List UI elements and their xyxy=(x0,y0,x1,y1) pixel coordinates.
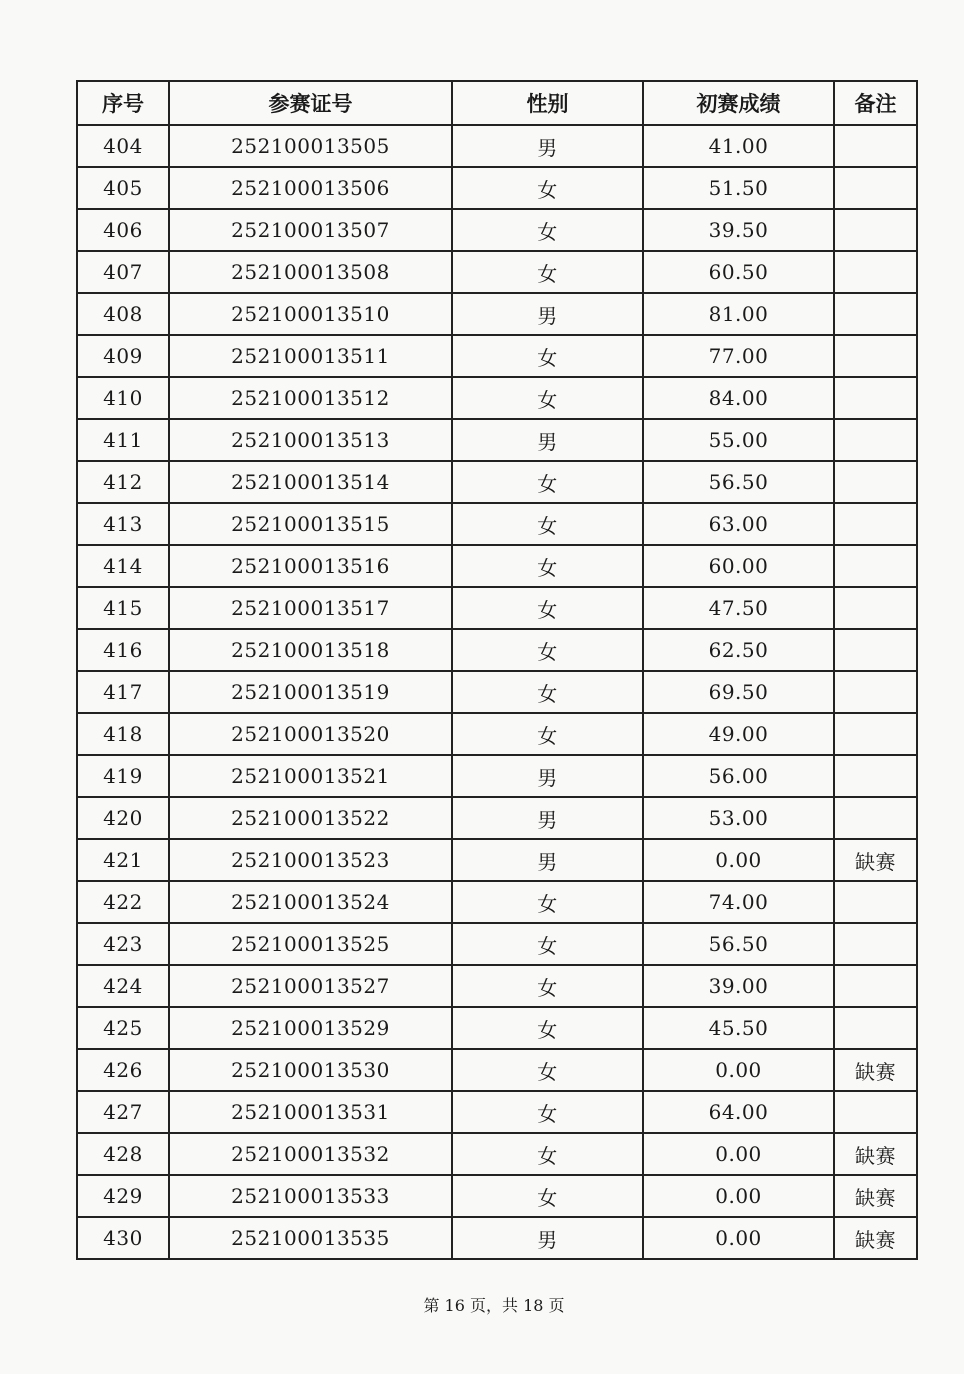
table-row xyxy=(77,965,917,1007)
cell-index: 421 xyxy=(77,839,169,881)
table-header-row xyxy=(77,81,917,125)
cell-gender: 女 xyxy=(452,1049,643,1091)
cell-remarks: 缺赛 xyxy=(834,1049,917,1091)
cell-score: 64.00 xyxy=(643,1091,834,1133)
cell-gender: 女 xyxy=(452,629,643,671)
cell-remarks xyxy=(834,251,917,293)
cell-entry-number: 252100013532 xyxy=(169,1133,452,1175)
cell-remarks xyxy=(834,713,917,755)
cell-gender: 男 xyxy=(452,755,643,797)
cell-score: 69.50 xyxy=(643,671,834,713)
cell-remarks xyxy=(834,1091,917,1133)
cell-index: 420 xyxy=(77,797,169,839)
cell-entry-number: 252100013531 xyxy=(169,1091,452,1133)
cell-score: 0.00 xyxy=(643,1133,834,1175)
cell-gender: 女 xyxy=(452,587,643,629)
header-remarks: 备注 xyxy=(834,81,917,125)
cell-gender: 女 xyxy=(452,461,643,503)
cell-entry-number: 252100013510 xyxy=(169,293,452,335)
cell-remarks xyxy=(834,167,917,209)
cell-remarks xyxy=(834,293,917,335)
results-table-container xyxy=(76,80,916,1260)
cell-index: 426 xyxy=(77,1049,169,1091)
cell-remarks xyxy=(834,587,917,629)
cell-score: 60.50 xyxy=(643,251,834,293)
cell-index: 419 xyxy=(77,755,169,797)
cell-index: 406 xyxy=(77,209,169,251)
cell-entry-number: 252100013514 xyxy=(169,461,452,503)
table-row xyxy=(77,503,917,545)
cell-remarks xyxy=(834,629,917,671)
cell-remarks xyxy=(834,419,917,461)
cell-remarks: 缺赛 xyxy=(834,1217,917,1259)
cell-index: 413 xyxy=(77,503,169,545)
cell-gender: 男 xyxy=(452,797,643,839)
cell-score: 0.00 xyxy=(643,1217,834,1259)
table-row xyxy=(77,461,917,503)
cell-index: 404 xyxy=(77,125,169,167)
cell-score: 39.50 xyxy=(643,209,834,251)
cell-score: 0.00 xyxy=(643,839,834,881)
cell-index: 429 xyxy=(77,1175,169,1217)
cell-index: 422 xyxy=(77,881,169,923)
cell-score: 56.50 xyxy=(643,923,834,965)
cell-index: 412 xyxy=(77,461,169,503)
cell-score: 81.00 xyxy=(643,293,834,335)
cell-index: 407 xyxy=(77,251,169,293)
cell-remarks xyxy=(834,545,917,587)
cell-entry-number: 252100013513 xyxy=(169,419,452,461)
cell-remarks xyxy=(834,125,917,167)
cell-index: 411 xyxy=(77,419,169,461)
cell-remarks xyxy=(834,503,917,545)
cell-gender: 女 xyxy=(452,1091,643,1133)
cell-gender: 男 xyxy=(452,419,643,461)
cell-entry-number: 252100013519 xyxy=(169,671,452,713)
cell-gender: 女 xyxy=(452,881,643,923)
cell-entry-number: 252100013505 xyxy=(169,125,452,167)
cell-gender: 女 xyxy=(452,713,643,755)
cell-entry-number: 252100013511 xyxy=(169,335,452,377)
table-row xyxy=(77,209,917,251)
cell-remarks xyxy=(834,965,917,1007)
cell-gender: 女 xyxy=(452,377,643,419)
cell-entry-number: 252100013524 xyxy=(169,881,452,923)
cell-gender: 女 xyxy=(452,1175,643,1217)
table-row xyxy=(77,1049,917,1091)
cell-entry-number: 252100013523 xyxy=(169,839,452,881)
table-row xyxy=(77,293,917,335)
cell-score: 60.00 xyxy=(643,545,834,587)
table-row xyxy=(77,1217,917,1259)
table-row xyxy=(77,671,917,713)
cell-score: 74.00 xyxy=(643,881,834,923)
cell-score: 56.00 xyxy=(643,755,834,797)
cell-entry-number: 252100013527 xyxy=(169,965,452,1007)
cell-remarks xyxy=(834,209,917,251)
table-row xyxy=(77,881,917,923)
cell-score: 39.00 xyxy=(643,965,834,1007)
header-preliminary-score: 初赛成绩 xyxy=(643,81,834,125)
cell-index: 430 xyxy=(77,1217,169,1259)
cell-remarks: 缺赛 xyxy=(834,1133,917,1175)
table-row xyxy=(77,1091,917,1133)
cell-index: 428 xyxy=(77,1133,169,1175)
cell-entry-number: 252100013512 xyxy=(169,377,452,419)
cell-index: 410 xyxy=(77,377,169,419)
cell-gender: 女 xyxy=(452,209,643,251)
table-row xyxy=(77,251,917,293)
cell-index: 405 xyxy=(77,167,169,209)
table-row xyxy=(77,335,917,377)
cell-remarks: 缺赛 xyxy=(834,839,917,881)
cell-score: 41.00 xyxy=(643,125,834,167)
cell-score: 47.50 xyxy=(643,587,834,629)
cell-index: 423 xyxy=(77,923,169,965)
header-gender: 性别 xyxy=(452,81,643,125)
cell-score: 45.50 xyxy=(643,1007,834,1049)
cell-gender: 女 xyxy=(452,335,643,377)
cell-remarks xyxy=(834,671,917,713)
cell-entry-number: 252100013525 xyxy=(169,923,452,965)
table-row xyxy=(77,545,917,587)
header-entry-number: 参赛证号 xyxy=(169,81,452,125)
cell-score: 63.00 xyxy=(643,503,834,545)
cell-score: 62.50 xyxy=(643,629,834,671)
cell-entry-number: 252100013507 xyxy=(169,209,452,251)
cell-entry-number: 252100013533 xyxy=(169,1175,452,1217)
cell-remarks xyxy=(834,923,917,965)
cell-gender: 男 xyxy=(452,293,643,335)
cell-entry-number: 252100013522 xyxy=(169,797,452,839)
cell-score: 53.00 xyxy=(643,797,834,839)
cell-remarks xyxy=(834,461,917,503)
cell-gender: 女 xyxy=(452,671,643,713)
table-row xyxy=(77,125,917,167)
cell-entry-number: 252100013529 xyxy=(169,1007,452,1049)
table-row xyxy=(77,713,917,755)
page-footer: 第 16 页，共 18 页 xyxy=(423,1296,565,1315)
table-row xyxy=(77,377,917,419)
cell-index: 409 xyxy=(77,335,169,377)
cell-gender: 男 xyxy=(452,125,643,167)
cell-gender: 女 xyxy=(452,965,643,1007)
cell-index: 418 xyxy=(77,713,169,755)
cell-entry-number: 252100013530 xyxy=(169,1049,452,1091)
cell-score: 0.00 xyxy=(643,1049,834,1091)
cell-entry-number: 252100013521 xyxy=(169,755,452,797)
cell-score: 84.00 xyxy=(643,377,834,419)
cell-index: 416 xyxy=(77,629,169,671)
cell-remarks xyxy=(834,377,917,419)
cell-index: 424 xyxy=(77,965,169,1007)
cell-score: 0.00 xyxy=(643,1175,834,1217)
cell-entry-number: 252100013520 xyxy=(169,713,452,755)
table-row xyxy=(77,797,917,839)
cell-entry-number: 252100013515 xyxy=(169,503,452,545)
cell-gender: 女 xyxy=(452,503,643,545)
cell-score: 55.00 xyxy=(643,419,834,461)
cell-entry-number: 252100013535 xyxy=(169,1217,452,1259)
table-row xyxy=(77,1175,917,1217)
cell-index: 415 xyxy=(77,587,169,629)
cell-score: 77.00 xyxy=(643,335,834,377)
cell-remarks xyxy=(834,755,917,797)
table-row xyxy=(77,587,917,629)
cell-gender: 女 xyxy=(452,1007,643,1049)
cell-gender: 女 xyxy=(452,251,643,293)
cell-gender: 女 xyxy=(452,167,643,209)
table-row xyxy=(77,1133,917,1175)
cell-score: 49.00 xyxy=(643,713,834,755)
cell-remarks xyxy=(834,797,917,839)
cell-index: 414 xyxy=(77,545,169,587)
cell-gender: 女 xyxy=(452,545,643,587)
cell-entry-number: 252100013517 xyxy=(169,587,452,629)
cell-remarks xyxy=(834,335,917,377)
cell-index: 425 xyxy=(77,1007,169,1049)
results-table xyxy=(76,80,918,1260)
cell-index: 408 xyxy=(77,293,169,335)
cell-remarks: 缺赛 xyxy=(834,1175,917,1217)
table-row xyxy=(77,923,917,965)
cell-gender: 女 xyxy=(452,923,643,965)
cell-entry-number: 252100013516 xyxy=(169,545,452,587)
cell-remarks xyxy=(834,881,917,923)
table-row xyxy=(77,167,917,209)
cell-gender: 女 xyxy=(452,1133,643,1175)
cell-entry-number: 252100013506 xyxy=(169,167,452,209)
cell-index: 417 xyxy=(77,671,169,713)
table-row xyxy=(77,839,917,881)
table-row xyxy=(77,1007,917,1049)
header-index: 序号 xyxy=(77,81,169,125)
table-row xyxy=(77,419,917,461)
cell-index: 427 xyxy=(77,1091,169,1133)
table-row xyxy=(77,629,917,671)
table-row xyxy=(77,755,917,797)
cell-gender: 男 xyxy=(452,839,643,881)
cell-remarks xyxy=(834,1007,917,1049)
cell-score: 56.50 xyxy=(643,461,834,503)
cell-gender: 男 xyxy=(452,1217,643,1259)
cell-score: 51.50 xyxy=(643,167,834,209)
cell-entry-number: 252100013518 xyxy=(169,629,452,671)
cell-entry-number: 252100013508 xyxy=(169,251,452,293)
